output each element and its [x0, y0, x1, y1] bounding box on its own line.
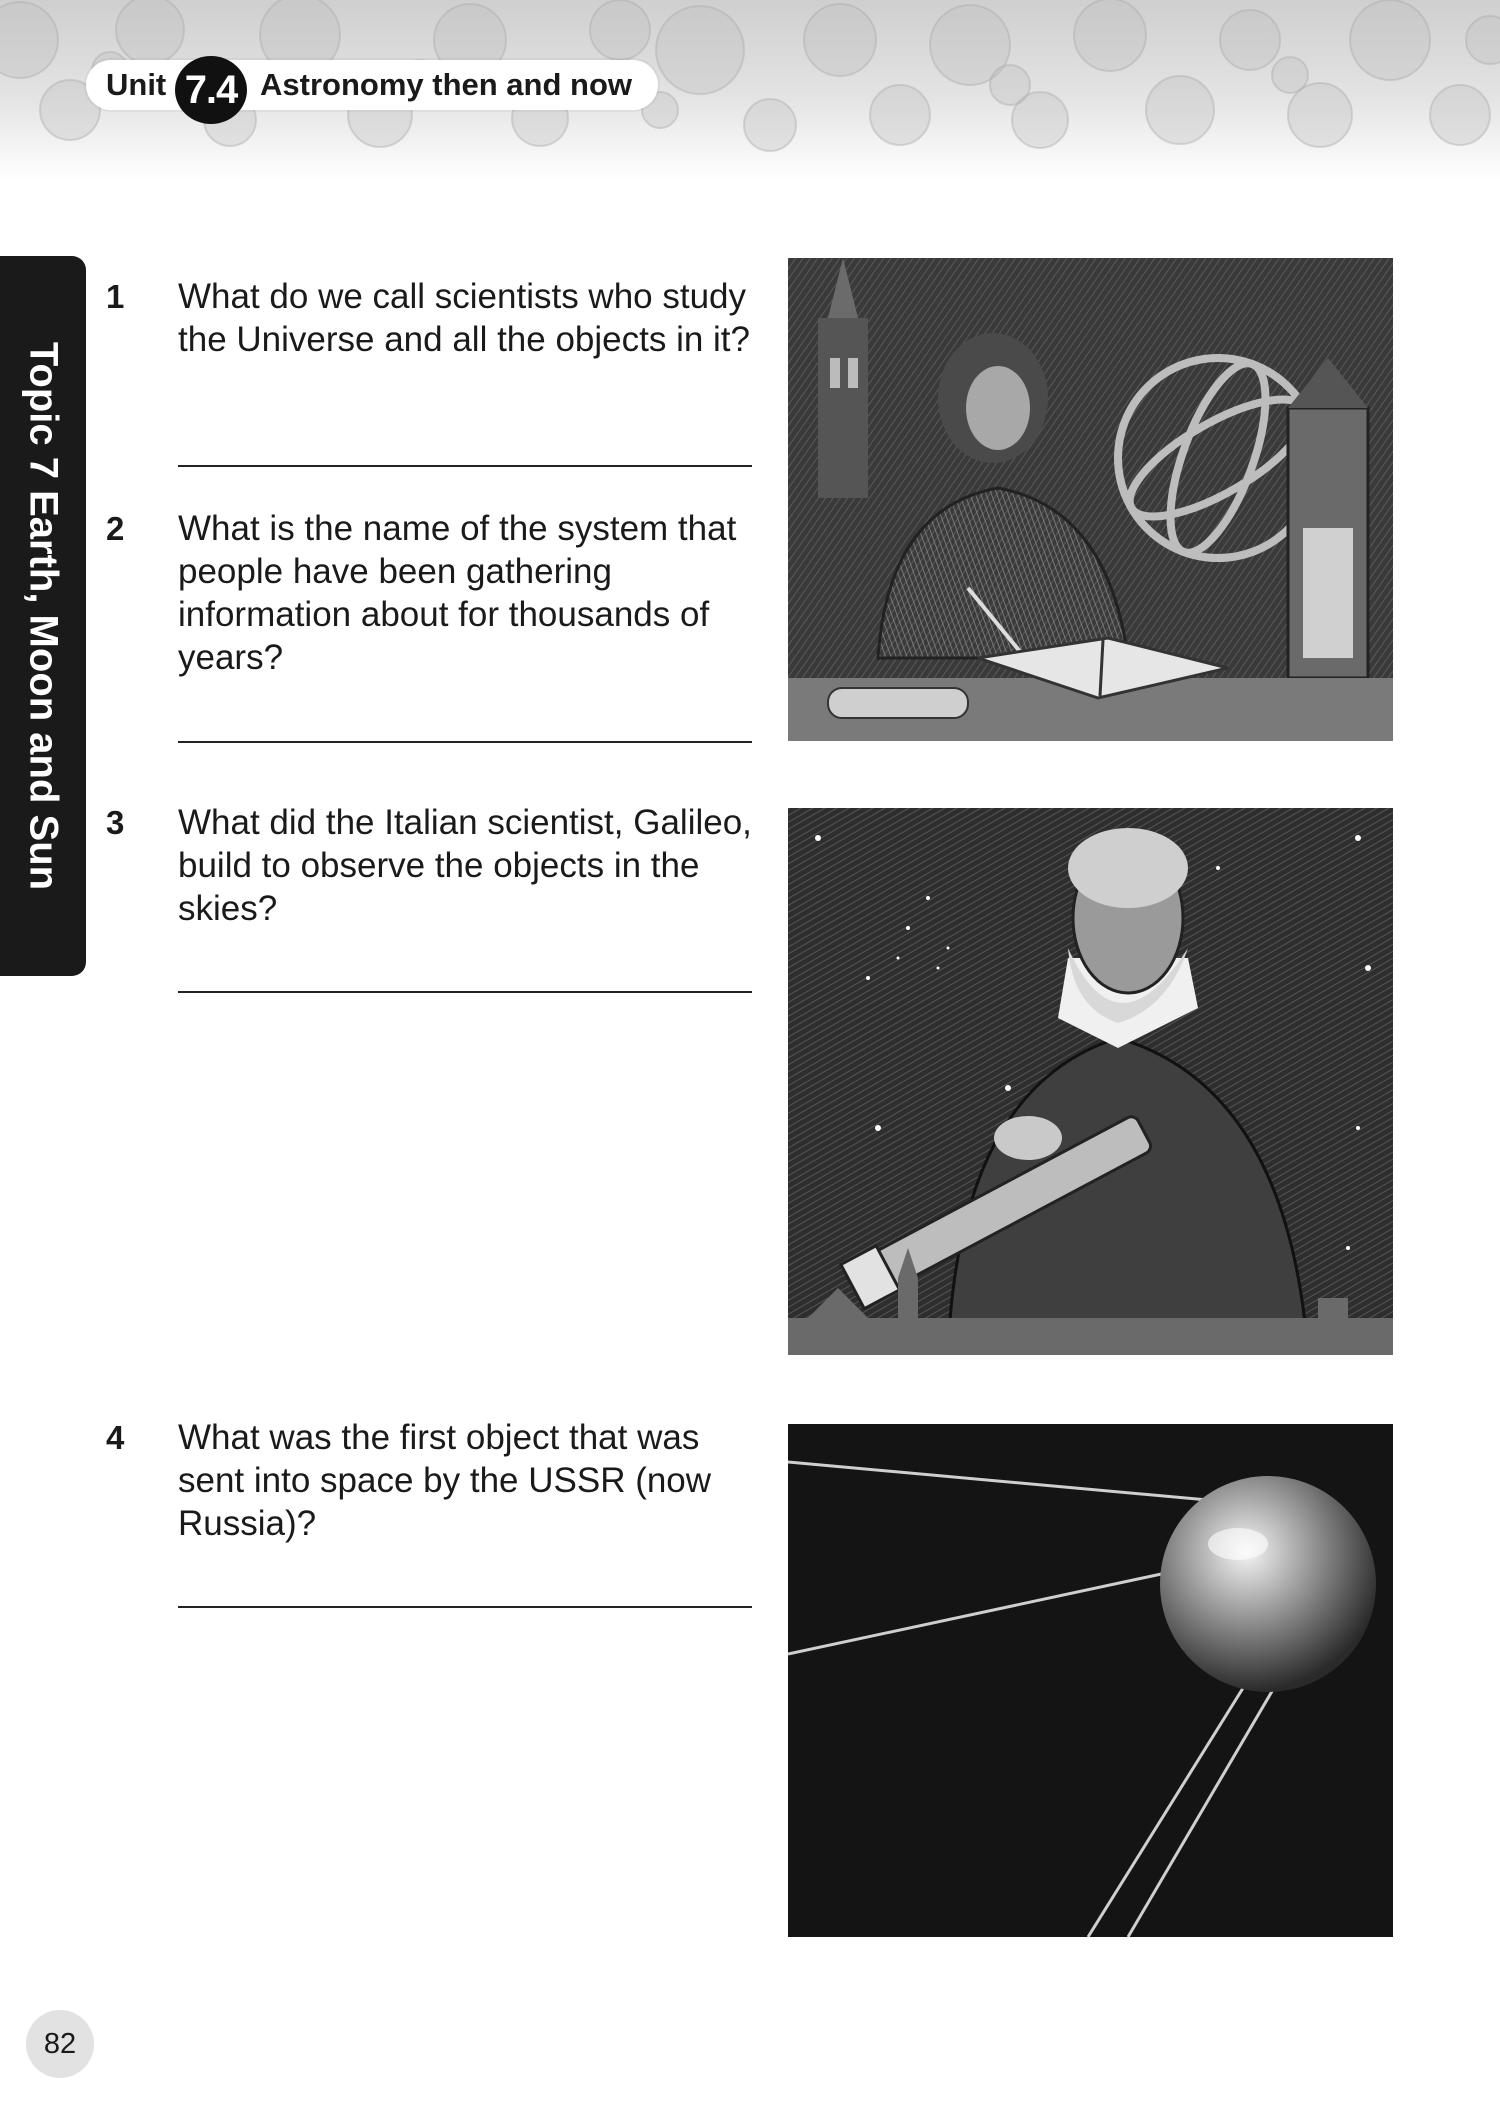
question-3-number: 3: [106, 804, 125, 841]
answer-line-3[interactable]: [178, 991, 752, 993]
answer-line-2[interactable]: [178, 741, 752, 743]
page-number: 82: [26, 2010, 94, 2078]
astronomer-engraving-image: [788, 258, 1393, 741]
satellite-photo-icon: [788, 1424, 1393, 1937]
topic-side-tab-label: Topic 7 Earth, Moon and Sun: [21, 341, 66, 891]
question-2-text: What is the name of the system that people have been gathering information about for thousands of years?: [178, 509, 737, 677]
question-1-text: What do we call scientists who study the Universe and all the objects in it?: [178, 277, 750, 359]
galileo-engraving-icon: [788, 808, 1393, 1355]
unit-label: Unit: [106, 67, 167, 102]
answer-line-4[interactable]: [178, 1606, 752, 1608]
astronomer-engraving-icon: [788, 258, 1393, 741]
question-4-text: What was the first object that was sent into space by the USSR (now Russia)?: [178, 1418, 712, 1543]
satellite-photo-image: [788, 1424, 1393, 1937]
unit-number-badge: 7.4: [175, 56, 247, 124]
question-1-number: 1: [106, 278, 125, 315]
answer-line-1[interactable]: [178, 465, 752, 467]
unit-title: Astronomy then and now: [260, 67, 632, 102]
question-4-number: 4: [106, 1419, 125, 1456]
question-2-number: 2: [106, 510, 125, 547]
question-3-text: What did the Italian scientist, Galileo, build to observe the objects in the skies?: [178, 803, 752, 928]
galileo-engraving-image: [788, 808, 1393, 1355]
